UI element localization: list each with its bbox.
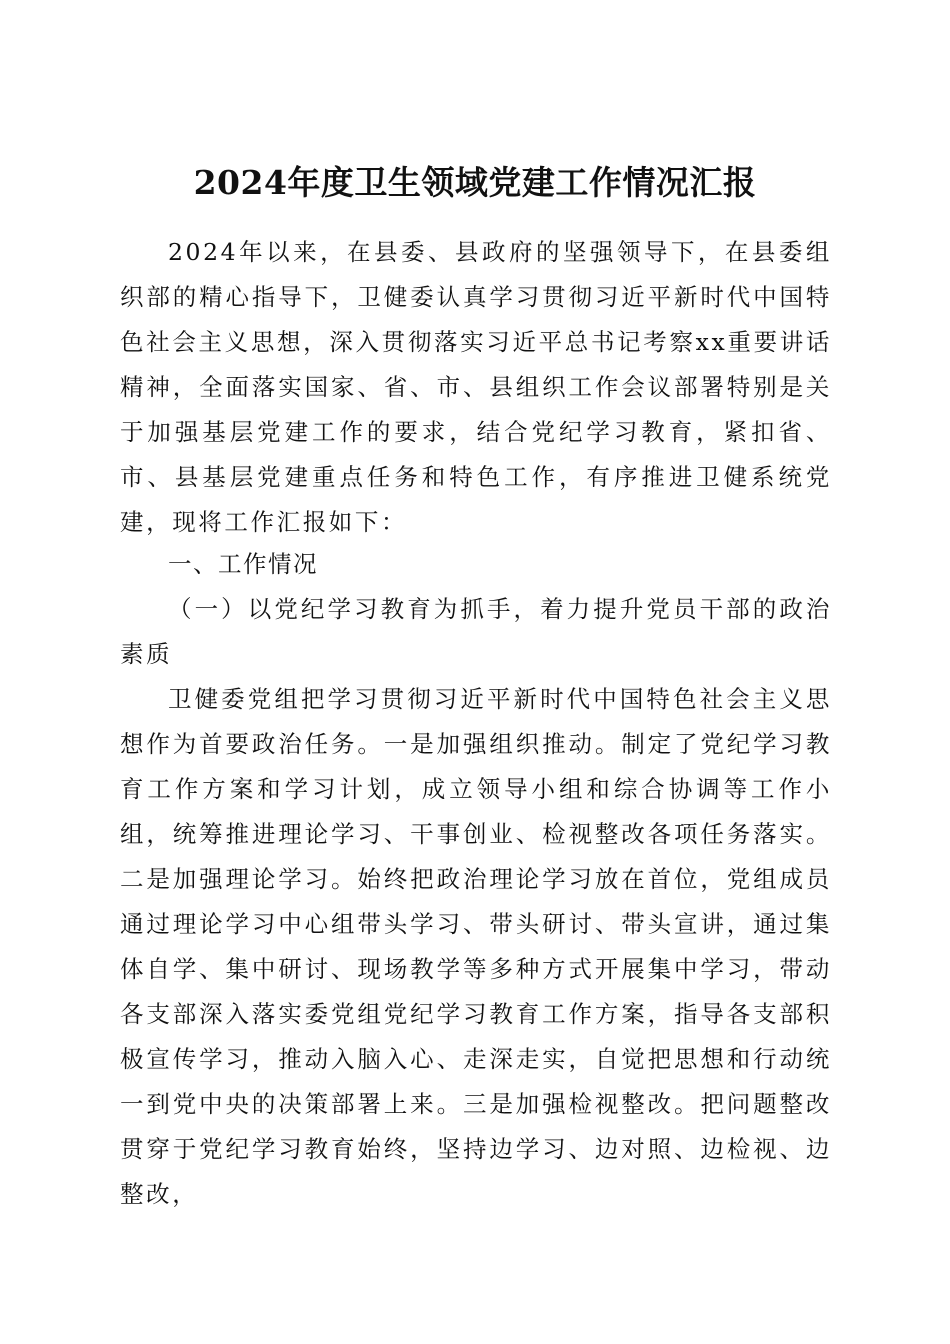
body-paragraph: 卫健委党组把学习贯彻习近平新时代中国特色社会主义思想作为首要政治任务。一是加强组织推动。制定了党纪学习教育工作方案和学习计划，成立领导小组和综合协调等工作小组，统筹推进理论学习、干事创业、检视整改各项任务落实。二是加强理论学习。始终把政治理论学习放在首位，党组成员通过理论学习中心组带头学习、带头研讨、带头宣讲，通过集体自学、集中研讨、现场教学等多种方式开展集中学习，带动各支部深入落实委党组党纪学习教育工作方案，指导各支部积极宣传学习，推动入脑入心、走深走实，自觉把思想和行动统一到党中央的决策部署上来。三是加强检视整改。把问题整改贯穿于党纪学习教育始终，坚持边学习、边对照、边检视、边整改，	[120, 685, 832, 1208]
subsection-heading: （一）以党纪学习教育为抓手，着力提升党员干部的政治素质	[120, 595, 832, 668]
document-title: 2024年度卫生领域党建工作情况汇报	[193, 163, 757, 203]
section-heading: 一、工作情况	[168, 550, 318, 578]
intro-paragraph: 2024年以来，在县委、县政府的坚强领导下，在县委组织部的精心指导下，卫健委认真学习贯彻习近平新时代中国特色社会主义思想，深入贯彻落实习近平总书记考察xx重要讲话精神，全面落实国家、省、市、县组织工作会议部署特别是关于加强基层党建工作的要求，结合党纪学习教育，紧扣省、市、县基层党建重点任务和特色工作，有序推进卫健系统党建，现将工作汇报如下：	[120, 238, 832, 536]
